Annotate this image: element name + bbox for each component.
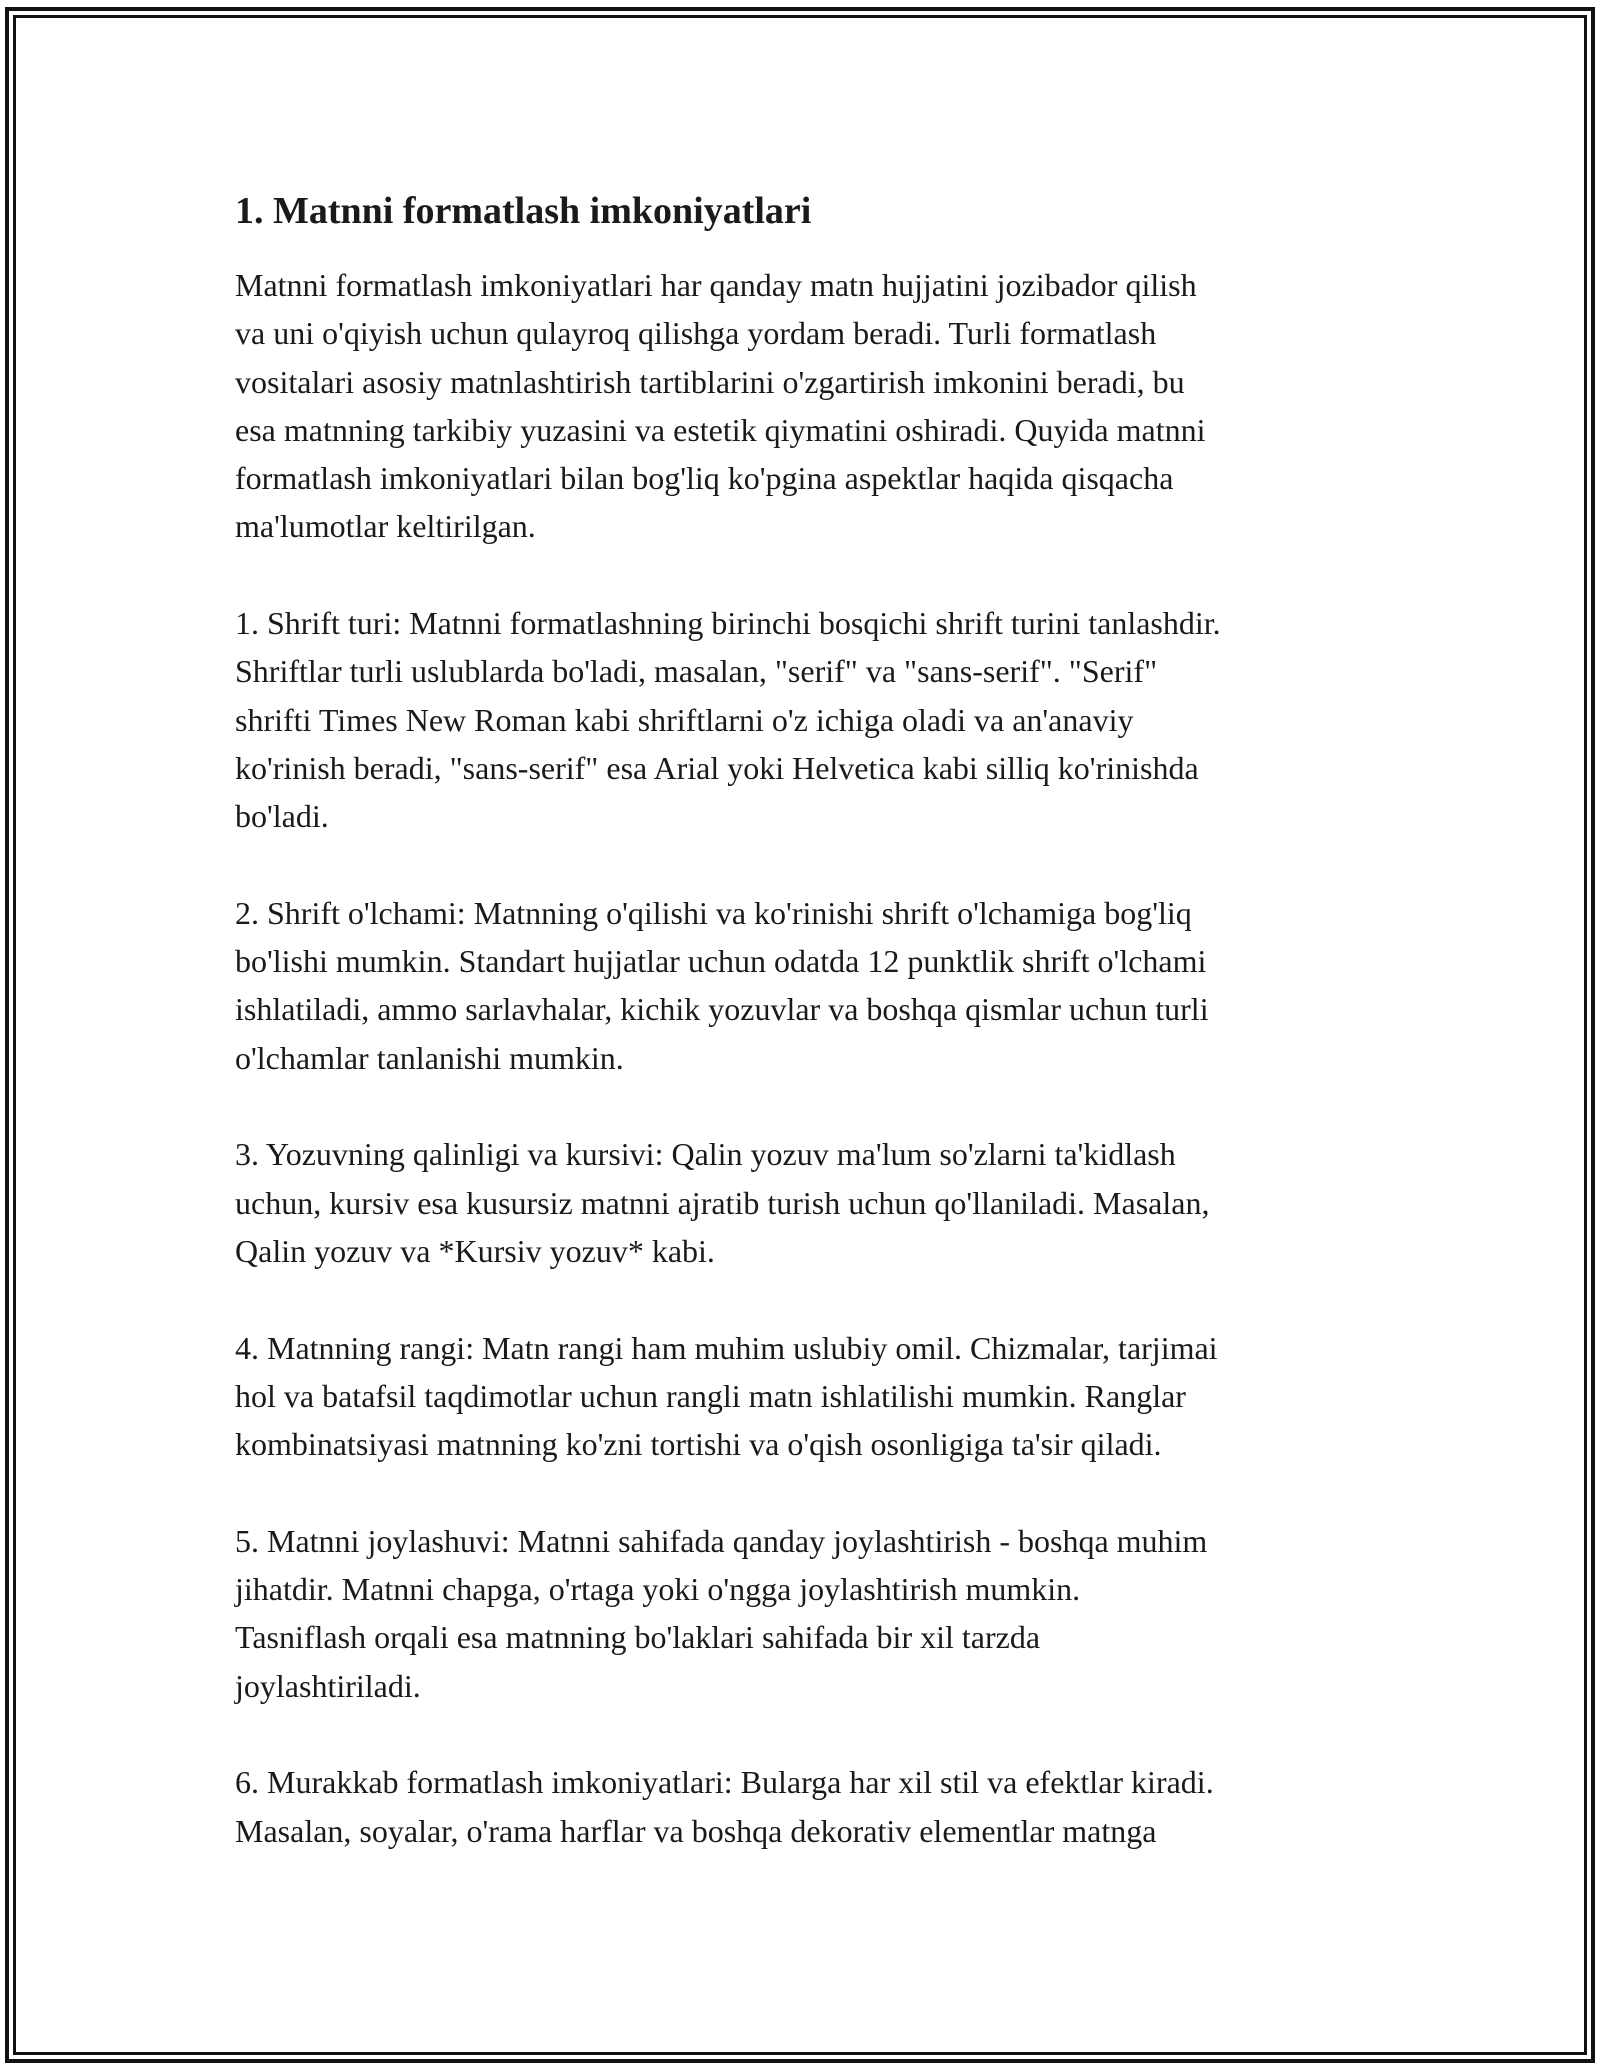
text-line: 4. Matnning rangi: Matn rangi ham muhim uslubiy omil. Chizmalar, tarjimai [235,1329,1218,1366]
text-line: bo'lishi mumkin. Standart hujjatlar uchun odatda 12 punktlik shrift o'lchami [235,943,1207,980]
paragraph-advanced-formatting [235,1758,1375,1855]
text-line: Tasniflash orqali esa matnning bo'laklari sahifada bir xil tarzda [235,1619,1041,1656]
text-line: uchun, kursiv esa kusursiz matnni ajratib turish uchun qo'llaniladi. Masalan, [235,1184,1210,1221]
paragraph-intro [235,261,1375,551]
text-line: kombinatsiyasi matnning ko'zni tortishi va o'qish osonligiga ta'sir qiladi. [235,1426,1162,1463]
text-line: 3. Yozuvning qalinligi va kursivi: Qalin yozuv ma'lum so'zlarni ta'kidlash [235,1136,1176,1173]
document-body [235,185,1375,1903]
text-line: Shriftlar turli uslublarda bo'ladi, masalan, "serif" va "sans-serif". "Serif" [235,653,1158,690]
paragraph-alignment [235,1517,1375,1710]
text-line: Masalan, soyalar, o'rama harflar va boshqa dekorativ elementlar matnga [235,1812,1157,1849]
document-title: 1. Matnni formatlash imkoniyatlari [235,190,812,232]
text-line: joylashtiriladi. [235,1667,421,1704]
paragraph-font-type [235,599,1375,840]
text-line: ma'lumotlar keltirilgan. [235,508,536,545]
paragraph-bold-italic [235,1130,1375,1275]
text-line: bo'ladi. [235,798,329,835]
text-line: ko'rinish beradi, "sans-serif" esa Arial yoki Helvetica kabi silliq ko'rinishda [235,749,1199,786]
paragraph-font-size [235,889,1375,1082]
text-line: 6. Murakkab formatlash imkoniyatlari: Bularga har xil stil va efektlar kiradi. [235,1764,1214,1801]
text-line: Qalin yozuv va *Kursiv yozuv* kabi. [235,1232,715,1269]
text-line: ishlatiladi, ammo sarlavhalar, kichik yozuvlar va boshqa qismlar uchun turli [235,991,1209,1028]
text-line: 5. Matnni joylashuvi: Matnni sahifada qanday joylashtirish - boshqa muhim [235,1522,1208,1559]
text-line: formatlash imkoniyatlari bilan bog'liq ko'pgina aspektlar haqida qisqacha [235,460,1174,497]
text-line: vositalari asosiy matnlashtirish tartiblarini o'zgartirish imkonini beradi, bu [235,363,1185,400]
text-line: hol va batafsil taqdimotlar uchun rangli matn ishlatilishi mumkin. Ranglar [235,1377,1186,1414]
paragraph-text-color [235,1324,1375,1469]
text-line: va uni o'qiyish uchun qulayroq qilishga yordam beradi. Turli formatlash [235,315,1157,352]
text-line: 2. Shrift o'lchami: Matnning o'qilishi va ko'rinishi shrift o'lchamiga bog'liq [235,894,1192,931]
text-line: Matnni formatlash imkoniyatlari har qanday matn hujjatini jozibador qilish [235,267,1197,303]
text-line: o'lchamlar tanlanishi mumkin. [235,1039,624,1076]
text-line: shrifti Times New Roman kabi shriftlarni o'z ichiga oladi va an'anaviy [235,701,1134,738]
text-line: 1. Shrift turi: Matnni formatlashning birinchi bosqichi shrift turini tanlashdir. [235,605,1221,642]
text-line: jihatdir. Matnni chapga, o'rtaga yoki o'ngga joylashtirish mumkin. [235,1571,1081,1608]
text-line: esa matnning tarkibiy yuzasini va estetik qiymatini oshiradi. Quyida matnni [235,411,1206,448]
